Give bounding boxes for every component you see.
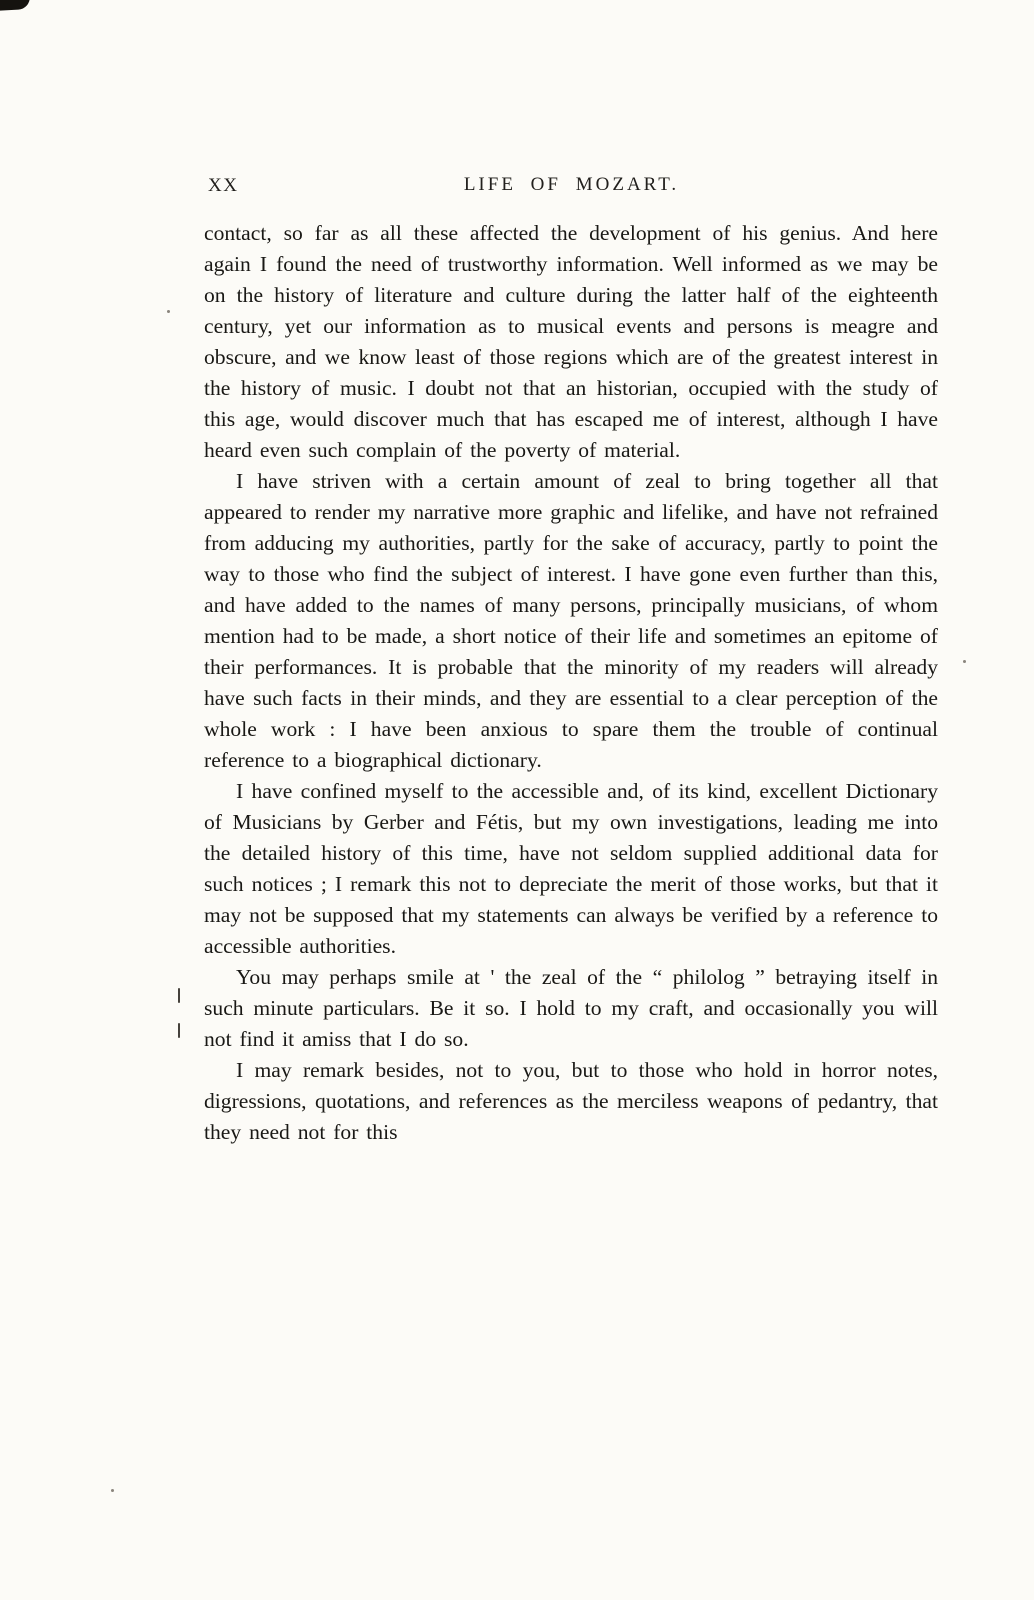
paragraph-striven-zeal: I have striven with a certain amount of zeal to bring together all that appeared to render my narrative more graphic and lifelike, and have not refrained from adducing my authorities, partly for the sake of accuracy, partly to point the way to those who find the subject of interest. I have gone even further than this, and have added to the names of many persons, principally musicians, of whom mention had to be made, a short notice of their life and sometimes an epitome of their performances. It is probable that the minority of my readers will already have such facts in their minds, and they are essential to a clear perception of the whole work : I have been anxious to spare them the trouble of continual reference to a biographical dictionary. (204, 469, 938, 772)
running-head (205, 174, 938, 196)
paragraph-remark-besides: I may remark besides, not to you, but to those who hold in horror notes, digressions, quotations, and references as the merciless weapons of pedantry, that they need not for this (204, 1058, 938, 1144)
paragraph-dictionary-musicians: I have confined myself to the accessible and, of its kind, excellent Dictionary of Musicians by Gerber and Fétis, but my own investigations, leading me into the detailed history of this time, have not seldom supplied additional data for such notices ; I remark this not to depreciate the merit of those works, but that it may not be supposed that my statements can always be verified by a reference to accessible authorities. (204, 779, 938, 958)
page-number: XX (208, 175, 239, 196)
margin-mark (178, 988, 180, 1003)
margin-mark (178, 1023, 180, 1038)
scan-artifact-dot (167, 310, 170, 313)
running-title: LIFE OF MOZART. (463, 174, 680, 195)
scan-smudge (0, 0, 30, 11)
text-block (204, 218, 938, 1148)
paragraph-contact-development: contact, so far as all these affected the development of his genius. And here again I found the need of trustworthy information. Well informed as we may be on the history of literature and culture during the latter half of the eighteenth century, yet our information as to musical events and persons is meagre and obscure, and we know least of those regions which are of the greatest interest in the history of music. I doubt not that an historian, occupied with the study of this age, would discover much that has escaped me of interest, although I have heard even such complain of the poverty of material. (204, 221, 938, 462)
paragraph-philolog: You may perhaps smile at ' the zeal of the “ philolog ” betraying itself in such minute particulars. Be it so. I hold to my craft, and occasionally you will not find it amiss that I do so. (204, 965, 938, 1051)
scan-artifact-dot (963, 660, 966, 663)
scan-artifact-dot (111, 1489, 114, 1492)
